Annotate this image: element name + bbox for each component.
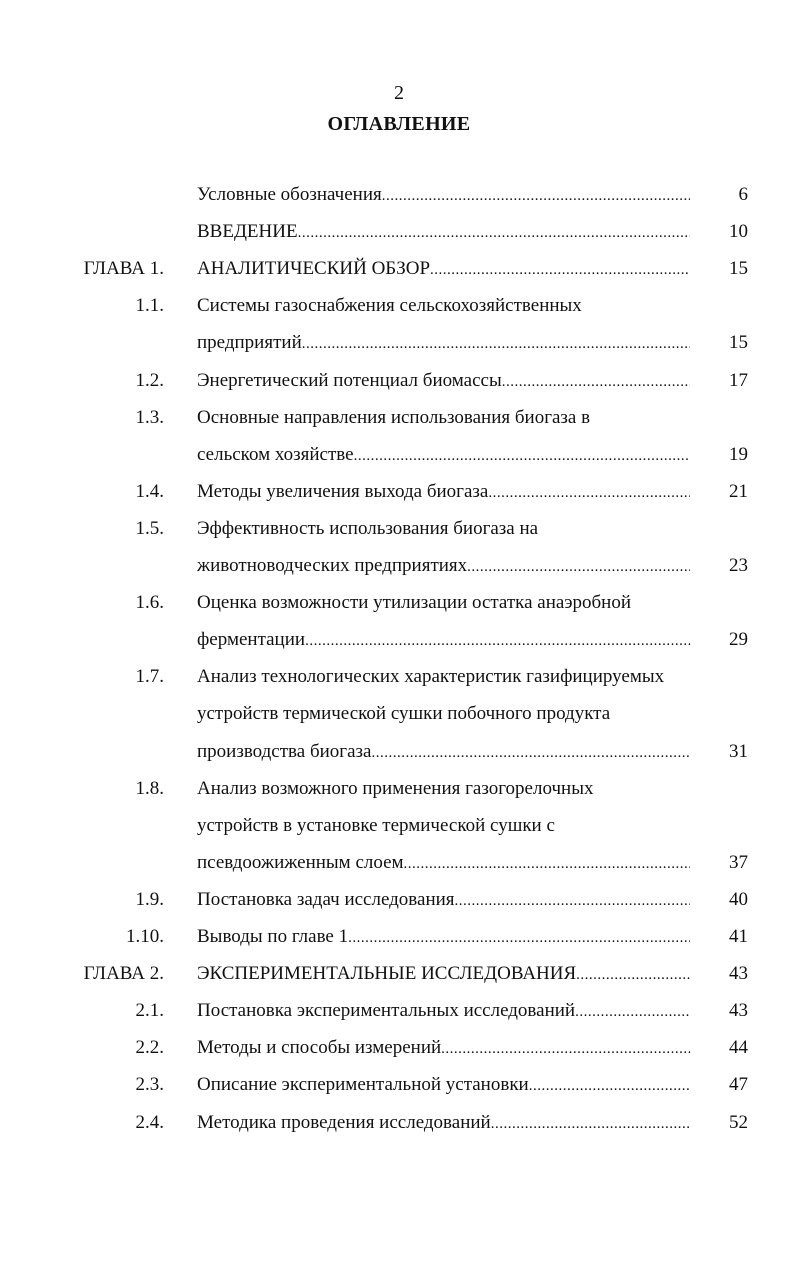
toc-page-number: 31 [729, 740, 748, 762]
toc-line [0, 959, 792, 989]
toc-entry-title[interactable] [197, 180, 690, 210]
toc-entry-text: устройств термической сушки побочного продукта [197, 703, 611, 725]
toc-entry-number: 2.2. [135, 1037, 164, 1059]
dot-leader [298, 218, 690, 247]
toc-line [0, 848, 792, 878]
toc-line [0, 922, 792, 952]
toc-page-number: 43 [729, 1000, 748, 1022]
toc-page-number: 19 [729, 443, 748, 465]
toc-page-number: 47 [729, 1074, 748, 1096]
toc-entry-title[interactable] [197, 328, 690, 358]
toc-line [0, 588, 792, 618]
dot-leader [404, 849, 690, 878]
toc-entry-number: ГЛАВА 2. [83, 963, 164, 985]
toc-line [0, 180, 792, 210]
toc-entry-text: ферментации [197, 629, 306, 651]
toc-entry-title[interactable] [197, 885, 690, 915]
toc-entry-number: 2.1. [135, 1000, 164, 1022]
toc-entry-text: предприятий [197, 332, 302, 354]
toc-entry-title[interactable] [197, 996, 690, 1026]
toc-entry-text: животноводческих предприятиях [197, 555, 468, 576]
toc-entry-number: 1.10. [126, 926, 164, 947]
toc-entry-title[interactable] [197, 922, 690, 952]
toc-entry-number: 1.5. [135, 517, 164, 539]
toc-line [0, 811, 792, 841]
toc-line [0, 737, 792, 767]
toc-title: ОГЛАВЛЕНИЕ [327, 113, 471, 135]
toc-page-number: 15 [729, 258, 748, 280]
toc-entry-text: Основные направления использования биогаза в [197, 406, 591, 428]
toc-entry-text: сельском хозяйстве [197, 443, 354, 465]
toc-entry-text: Методы и способы измерений [197, 1037, 442, 1059]
dot-leader [576, 960, 690, 989]
dot-leader [575, 997, 690, 1026]
toc-line [0, 625, 792, 655]
dot-leader [371, 738, 690, 767]
toc-page-number: 44 [729, 1037, 748, 1059]
toc-line [0, 403, 792, 433]
toc-entry-text: Постановка экспериментальных исследований [197, 1000, 576, 1022]
toc-entry-text: Постановка задач исследования [197, 888, 455, 910]
toc-entry-number: 1.9. [135, 888, 164, 910]
dot-leader [488, 478, 690, 507]
toc-entry-text: ВВЕДЕНИЕ [197, 221, 298, 243]
toc-line [0, 366, 792, 396]
toc-entry-number: 1.1. [135, 295, 164, 317]
toc-page-number: 17 [729, 369, 748, 391]
toc-entry-title[interactable] [197, 959, 690, 989]
toc-entry-number: ГЛАВА 1. [83, 258, 164, 280]
dot-leader [302, 329, 690, 358]
toc-entry-title[interactable] [197, 1108, 690, 1138]
toc-entry-number: 1.2. [135, 369, 164, 391]
toc-entry-number: 1.7. [135, 666, 164, 688]
toc-line [0, 514, 792, 544]
toc-page-number: 41 [729, 926, 748, 947]
toc-line [0, 662, 792, 692]
toc-line [0, 1070, 792, 1100]
toc-entry-text: Методика проведения исследований [197, 1111, 491, 1133]
toc-page-number: 21 [729, 480, 748, 502]
toc-entry-text: Описание экспериментальной установки [197, 1074, 529, 1096]
dot-leader [529, 1071, 690, 1100]
toc-entry-text: Анализ возможного применения газогорелочных [197, 777, 594, 799]
toc-line [0, 1108, 792, 1138]
toc-entry-text: Условные обозначения [197, 184, 382, 205]
toc-entry-number: 1.3. [135, 406, 164, 428]
toc-entry-title[interactable] [197, 440, 690, 470]
dot-leader [491, 1109, 690, 1138]
toc-page-number: 23 [729, 555, 748, 576]
toc-line [0, 551, 792, 581]
toc-entry-text: производства биогаза [197, 740, 372, 762]
toc-line [0, 699, 792, 729]
toc-entry-text: псевдоожиженным слоем [197, 851, 404, 873]
toc-entry-number: 1.6. [135, 592, 164, 614]
toc-page-number: 6 [738, 184, 748, 205]
toc-line [0, 254, 792, 284]
toc-entry-text: Выводы по главе 1 [197, 926, 349, 947]
toc-entry-title[interactable] [197, 1033, 690, 1063]
toc-entry-title[interactable] [197, 848, 690, 878]
toc-page-number: 29 [729, 629, 748, 651]
toc-page-number: 52 [729, 1111, 748, 1133]
toc-page-number: 43 [729, 963, 748, 985]
toc-page-number: 10 [729, 221, 748, 243]
toc-line [0, 440, 792, 470]
dot-leader [430, 255, 690, 284]
toc-entry-text: Оценка возможности утилизации остатка анаэробной [197, 592, 631, 614]
dot-leader [441, 1034, 690, 1063]
toc-entry-title[interactable] [197, 1070, 690, 1100]
toc-line [0, 996, 792, 1026]
toc-entry-number: 1.4. [135, 480, 164, 502]
toc-entry-text: Эффективность использования биогаза на [197, 517, 539, 539]
toc-line [0, 477, 792, 507]
toc-entry-number: 2.4. [135, 1111, 164, 1133]
dot-leader [305, 626, 690, 655]
dot-leader [348, 923, 690, 952]
toc-entry-text: Методы увеличения выхода биогаза [197, 480, 489, 502]
toc-entry-text: Системы газоснабжения сельскохозяйственных [197, 295, 582, 317]
toc-entry-text: устройств в установке термической сушки с [197, 814, 555, 836]
toc-line [0, 1033, 792, 1063]
toc-entry-number: 2.3. [135, 1074, 164, 1096]
toc-line [0, 885, 792, 915]
toc-entry-title[interactable] [197, 737, 690, 767]
toc-page-number: 40 [729, 888, 748, 910]
toc-entry-title[interactable] [197, 551, 690, 581]
toc-line [0, 328, 792, 358]
page-number: 2 [394, 82, 404, 104]
toc-line [0, 291, 792, 321]
toc-line [0, 774, 792, 804]
table-of-contents [0, 180, 792, 1160]
toc-entry-text: ЭКСПЕРИМЕНТАЛЬНЫЕ ИССЛЕДОВАНИЯ [197, 963, 577, 985]
dot-leader [354, 441, 690, 470]
toc-entry-title[interactable] [197, 254, 690, 284]
toc-page-number: 37 [729, 851, 748, 873]
toc-entry-title[interactable] [197, 366, 690, 396]
toc-page-number: 15 [729, 332, 748, 354]
toc-entry-text: Анализ технологических характеристик газифицируемых [197, 666, 665, 688]
toc-entry-title[interactable] [197, 625, 690, 655]
toc-line [0, 217, 792, 247]
dot-leader [467, 552, 690, 581]
toc-entry-number: 1.8. [135, 777, 164, 799]
toc-entry-title[interactable] [197, 477, 690, 507]
dot-leader [455, 886, 690, 915]
toc-entry-text: АНАЛИТИЧЕСКИЙ ОБЗОР [197, 258, 431, 280]
dot-leader [382, 181, 690, 210]
toc-entry-text: Энергетический потенциал биомассы [197, 369, 502, 391]
toc-entry-title[interactable] [197, 217, 690, 247]
dot-leader [502, 367, 690, 396]
